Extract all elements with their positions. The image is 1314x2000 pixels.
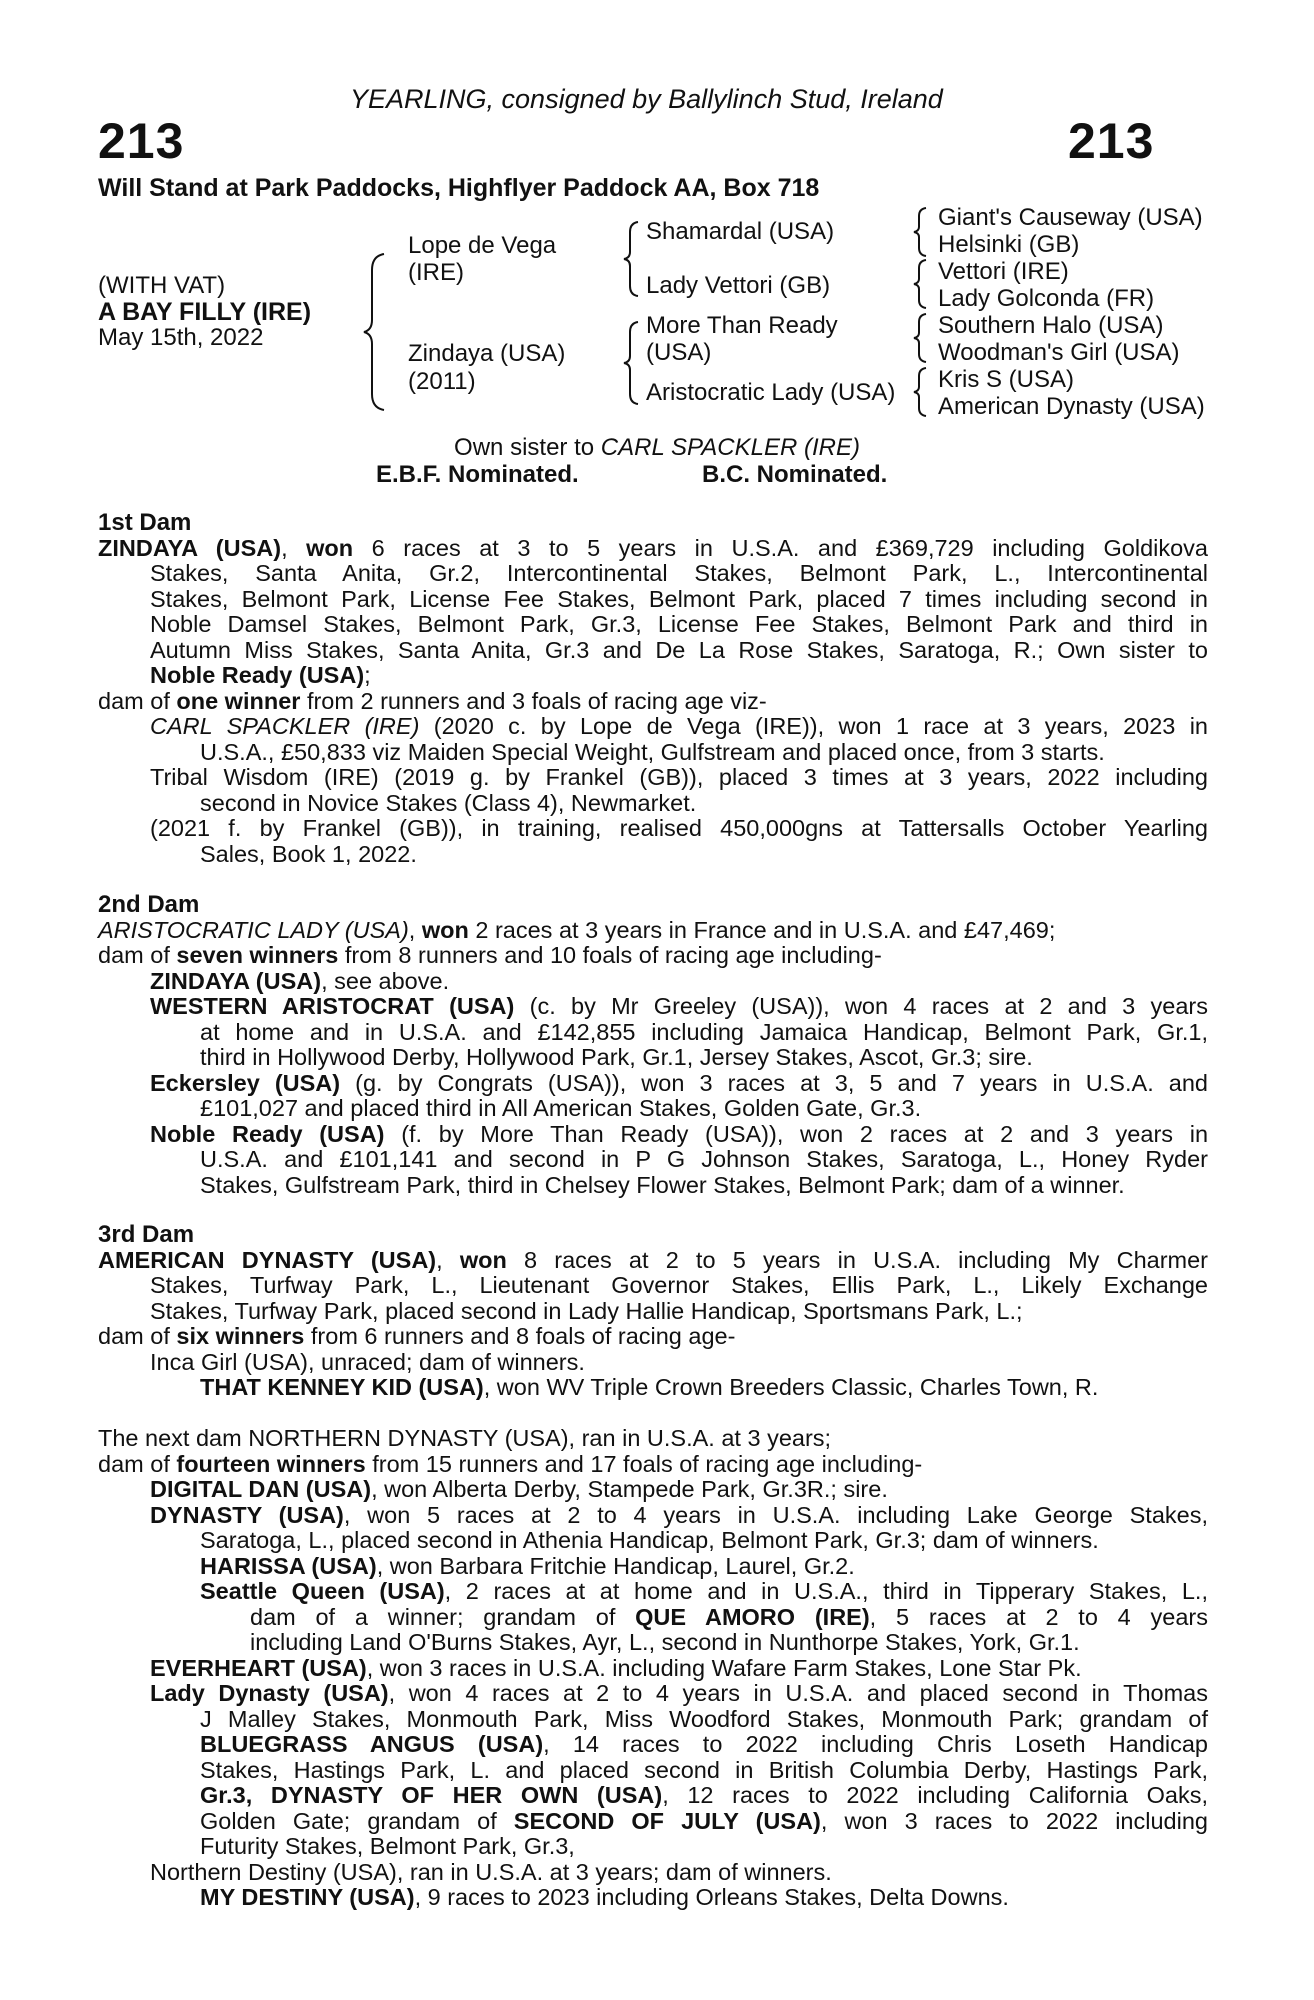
first-dam-line: ZINDAYA (USA), won 6 races at 3 to 5 years in U.S.A. and £369,729 including Goldikova bbox=[98, 534, 1208, 561]
produce-line: Tribal Wisdom (IRE) (2019 g. by Frankel (GB)), placed 3 times at 3 years, 2022 including bbox=[150, 764, 1208, 790]
consignor-line: YEARLING, consigned by Ballylinch Stud, Ireland bbox=[350, 84, 943, 114]
produce-line: Lady Dynasty (USA), won 4 races at 2 to 4 years in U.S.A. and placed second in Thomas bbox=[150, 1680, 1208, 1706]
horse-name: A BAY FILLY (IRE) bbox=[98, 298, 312, 326]
lot-number-left: 213 bbox=[98, 113, 185, 169]
pedigree-brace-ss bbox=[912, 206, 930, 258]
next-dam-section bbox=[98, 1426, 1208, 1911]
first-dam-line: Stakes, Belmont Park, License Fee Stakes, Belmont Park, placed 7 times including second in bbox=[150, 585, 1208, 612]
bc-nominated: B.C. Nominated. bbox=[702, 461, 888, 488]
dsd: Woodman's Girl (USA) bbox=[938, 339, 1180, 366]
produce-line: Golden Gate; grandam of SECOND OF JULY (USA), won 3 races to 2022 including bbox=[200, 1807, 1208, 1834]
second-dam-produce-summary: dam of seven winners from 8 runners and 10 foals of racing age including- bbox=[98, 942, 882, 968]
produce-line: Seattle Queen (USA), 2 races at at home and in U.S.A., third in Tipperary Stakes, L., bbox=[200, 1578, 1208, 1604]
first-dam-line: Noble Ready (USA); bbox=[150, 662, 371, 688]
dam-name: Zindaya (USA) bbox=[408, 340, 566, 367]
first-dam-line: Autumn Miss Stakes, Santa Anita, Gr.3 and De La Rose Stakes, Saratoga, R.; Own sister to bbox=[150, 636, 1208, 663]
second-dam-heading: 2nd Dam bbox=[98, 891, 200, 918]
dam-dam: Aristocratic Lady (USA) bbox=[646, 379, 896, 406]
third-dam-heading: 3rd Dam bbox=[98, 1221, 195, 1248]
produce-line: at home and in U.S.A. and £142,855 including Jamaica Handicap, Belmont Park, Gr.1, bbox=[200, 1018, 1208, 1045]
third-dam-produce-summary: dam of six winners from 6 runners and 8 foals of racing age- bbox=[98, 1323, 736, 1349]
next-dam-line: The next dam NORTHERN DYNASTY (USA), ran in U.S.A. at 3 years; bbox=[98, 1425, 832, 1451]
second-dam-section bbox=[98, 892, 1208, 1198]
ebf-nominated: E.B.F. Nominated. bbox=[376, 461, 579, 488]
dam-year: (2011) bbox=[408, 368, 476, 395]
second-dam-line: ARISTOCRATIC LADY (USA), won 2 races at 3 years in France and in U.S.A. and £47,469; bbox=[98, 916, 1056, 943]
first-dam-line: Noble Damsel Stakes, Belmont Park, Gr.3, License Fee Stakes, Belmont Park and third in bbox=[150, 611, 1208, 637]
own-sister-name: CARL SPACKLER (IRE) bbox=[600, 434, 860, 461]
pedigree-brace-main bbox=[362, 252, 388, 412]
vat-note: (WITH VAT) bbox=[98, 272, 226, 299]
ssd: Helsinki (GB) bbox=[938, 231, 1080, 258]
produce-line: J Malley Stakes, Monmouth Park, Miss Woodford Stakes, Monmouth Park; grandam of bbox=[200, 1705, 1208, 1732]
dss: Southern Halo (USA) bbox=[938, 312, 1164, 339]
next-dam-produce-summary: dam of fourteen winners from 15 runners and 17 foals of racing age including- bbox=[98, 1450, 923, 1477]
foaling-date: May 15th, 2022 bbox=[98, 324, 264, 351]
third-dam-line: Stakes, Turfway Park, L., Lieutenant Governor Stakes, Ellis Park, L., Likely Exchange bbox=[150, 1272, 1208, 1298]
produce-line: WESTERN ARISTOCRAT (USA) (c. by Mr Greeley (USA)), won 4 races at 2 and 3 years bbox=[150, 993, 1208, 1019]
produce-line: U.S.A. and £101,141 and second in P G Johnson Stakes, Saratoga, L., Honey Ryder bbox=[200, 1146, 1208, 1172]
produce-line: Inca Girl (USA), unraced; dam of winners. bbox=[150, 1348, 585, 1375]
produce-line: THAT KENNEY KID (USA), won WV Triple Crown Breeders Classic, Charles Town, R. bbox=[200, 1374, 1099, 1400]
sire-name: Lope de Vega bbox=[408, 232, 557, 259]
pedigree-brace-dd bbox=[912, 366, 930, 418]
first-dam-line: Stakes, Santa Anita, Gr.2, Intercontinental Stakes, Belmont Park, L., Intercontinental bbox=[150, 560, 1208, 586]
pedigree-brace-ds bbox=[912, 312, 930, 364]
produce-line: Gr.3, DYNASTY OF HER OWN (USA), 12 races to 2022 including California Oaks, bbox=[200, 1782, 1208, 1808]
produce-line: CARL SPACKLER (IRE) (2020 c. by Lope de Vega (IRE)), won 1 race at 3 years, 2023 in bbox=[150, 713, 1208, 739]
first-dam-produce-summary: dam of one winner from 2 runners and 3 foals of racing age viz- bbox=[98, 687, 767, 714]
pedigree-brace-sd bbox=[912, 258, 930, 310]
produce-line: DYNASTY (USA), won 5 races at 2 to 4 years in U.S.A. including Lake George Stakes, bbox=[150, 1501, 1208, 1528]
pedigree-brace-sire bbox=[622, 220, 642, 298]
produce-line: Noble Ready (USA) (f. by More Than Ready (USA)), won 2 races at 2 and 3 years in bbox=[150, 1120, 1209, 1147]
dds: Kris S (USA) bbox=[938, 366, 1075, 393]
produce-line: DIGITAL DAN (USA), won Alberta Derby, Stampede Park, Gr.3R.; sire. bbox=[150, 1476, 888, 1502]
third-dam-line: AMERICAN DYNASTY (USA), won 8 races at 2 to 5 years in U.S.A. including My Charmer bbox=[98, 1246, 1209, 1273]
produce-line: dam of a winner; grandam of QUE AMORO (IRE), 5 races at 2 to 4 years bbox=[250, 1603, 1208, 1630]
standing-location: Will Stand at Park Paddocks, Highflyer Paddock AA, Box 718 bbox=[98, 174, 820, 202]
lot-number-right: 213 bbox=[1068, 113, 1155, 169]
produce-line: Futurity Stakes, Belmont Park, Gr.3, bbox=[200, 1833, 575, 1859]
produce-line: Eckersley (USA) (g. by Congrats (USA)), won 3 races at 3, 5 and 7 years in U.S.A. and bbox=[150, 1069, 1208, 1096]
produce-line: (2021 f. by Frankel (GB)), in training, realised 450,000gns at Tattersalls October Yearling bbox=[150, 815, 1208, 841]
sds: Vettori (IRE) bbox=[938, 258, 1069, 285]
produce-line: Stakes, Gulfstream Park, third in Chelsey Flower Stakes, Belmont Park; dam of a winner. bbox=[200, 1171, 1125, 1198]
sss: Giant's Causeway (USA) bbox=[938, 204, 1203, 231]
produce-line: U.S.A., £50,833 viz Maiden Special Weight, Gulfstream and placed once, from 3 starts. bbox=[200, 738, 1105, 765]
own-sister-prefix: Own sister to bbox=[454, 434, 601, 461]
produce-line: third in Hollywood Derby, Hollywood Park, Gr.1, Jersey Stakes, Ascot, Gr.3; sire. bbox=[200, 1044, 1033, 1070]
sire-sire: Shamardal (USA) bbox=[646, 218, 835, 245]
produce-line: Stakes, Hastings Park, L. and placed second in British Columbia Derby, Hastings Park, bbox=[200, 1756, 1208, 1783]
produce-line: BLUEGRASS ANGUS (USA), 14 races to 2022 including Chris Loseth Handicap bbox=[200, 1731, 1208, 1757]
sire-country: (IRE) bbox=[408, 259, 464, 286]
produce-line: including Land O'Burns Stakes, Ayr, L., second in Nunthorpe Stakes, York, Gr.1. bbox=[250, 1629, 1080, 1655]
third-dam-line: Stakes, Turfway Park, placed second in Lady Hallie Handicap, Sportsmans Park, L.; bbox=[150, 1297, 1023, 1324]
dam-sire-line2: (USA) bbox=[646, 339, 712, 366]
sire-dam: Lady Vettori (GB) bbox=[646, 272, 831, 299]
first-dam-section bbox=[98, 510, 1208, 867]
third-dam-section bbox=[98, 1222, 1208, 1401]
sdd: Lady Golconda (FR) bbox=[938, 285, 1155, 312]
first-dam-heading: 1st Dam bbox=[98, 509, 192, 536]
produce-line: MY DESTINY (USA), 9 races to 2023 including Orleans Stakes, Delta Downs. bbox=[200, 1884, 1009, 1910]
own-sister-note bbox=[0, 434, 1314, 462]
produce-line: £101,027 and placed third in All American Stakes, Golden Gate, Gr.3. bbox=[200, 1095, 922, 1121]
produce-line: HARISSA (USA), won Barbara Fritchie Handicap, Laurel, Gr.2. bbox=[200, 1552, 855, 1579]
produce-line: second in Novice Stakes (Class 4), Newmarket. bbox=[200, 789, 697, 816]
dam-sire-line1: More Than Ready bbox=[646, 312, 838, 339]
produce-line: Sales, Book 1, 2022. bbox=[200, 840, 417, 867]
produce-line: Saratoga, L., placed second in Athenia Handicap, Belmont Park, Gr.3; dam of winners. bbox=[200, 1527, 1099, 1553]
produce-line: EVERHEART (USA), won 3 races in U.S.A. including Wafare Farm Stakes, Lone Star Pk. bbox=[150, 1654, 1082, 1681]
pedigree-brace-dam bbox=[622, 320, 642, 406]
ddd: American Dynasty (USA) bbox=[938, 393, 1205, 420]
produce-line: ZINDAYA (USA), see above. bbox=[150, 967, 450, 994]
produce-line: Northern Destiny (USA), ran in U.S.A. at 3 years; dam of winners. bbox=[150, 1858, 832, 1885]
